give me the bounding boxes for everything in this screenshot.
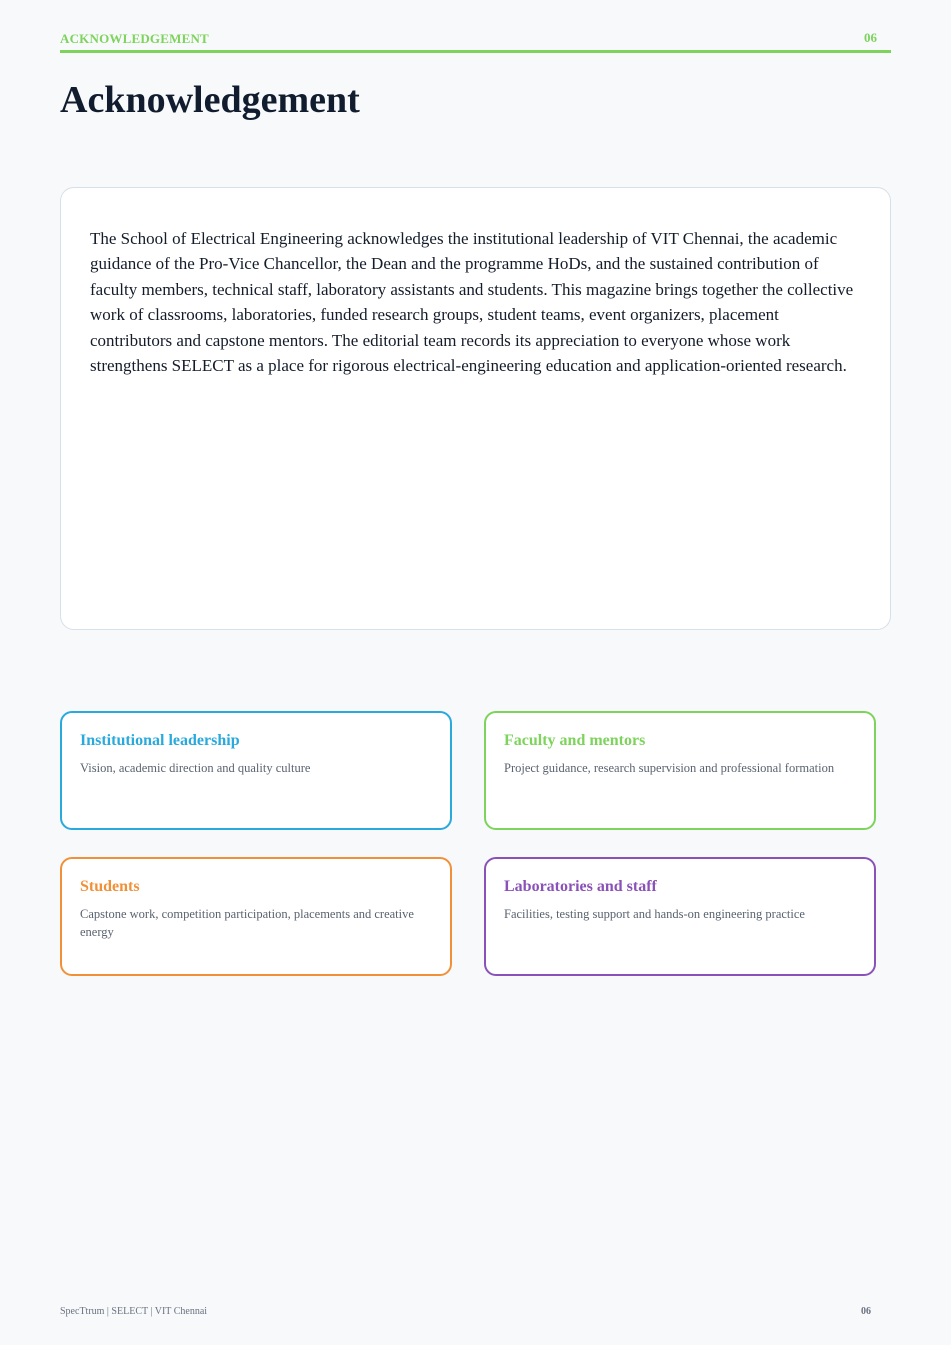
header-section-label: ACKNOWLEDGEMENT (60, 31, 209, 46)
acknowledgement-text: The School of Electrical Engineering acknowledges the institutional leadership of VIT Chennai, the academic guidance of the Pro-Vice Chancellor, the Dean and the programme HoDs, and the sustained contribution of faculty members, technical staff, laboratory assistants and students. This magazine brings together the collective work of classrooms, laboratories, funded research groups, student teams, event organizers, placement contributors and capstone mentors. The editorial team records its appreciation to everyone whose work strengthens SELECT as a place for rigorous electrical-engineering education and application-oriented research. (90, 229, 854, 376)
acknowledgement-card (60, 187, 891, 630)
tile-faculty-and-mentors (484, 711, 876, 830)
tile-title: Faculty and mentors (504, 732, 646, 749)
footer-publication: SpecTtrum | SELECT | VIT Chennai (60, 1306, 208, 1317)
tile-laboratories-and-staff (484, 857, 876, 976)
header-page-number: 06 (864, 30, 877, 45)
page-title: Acknowledgement (60, 79, 360, 121)
tile-description: Facilities, testing support and hands-on engineering practice (504, 907, 805, 921)
footer-page-number: 06 (861, 1306, 871, 1317)
tile-title: Students (80, 878, 140, 895)
tile-description: Project guidance, research supervision and professional formation (504, 761, 835, 775)
tile-title: Laboratories and staff (504, 878, 657, 895)
tile-title: Institutional leadership (80, 732, 240, 749)
tile-students (60, 857, 452, 976)
running-header (60, 30, 891, 53)
tile-description: Capstone work, competition participation, placements and creative energy (80, 907, 414, 939)
tile-institutional-leadership (60, 711, 452, 830)
tile-description: Vision, academic direction and quality culture (80, 761, 311, 775)
